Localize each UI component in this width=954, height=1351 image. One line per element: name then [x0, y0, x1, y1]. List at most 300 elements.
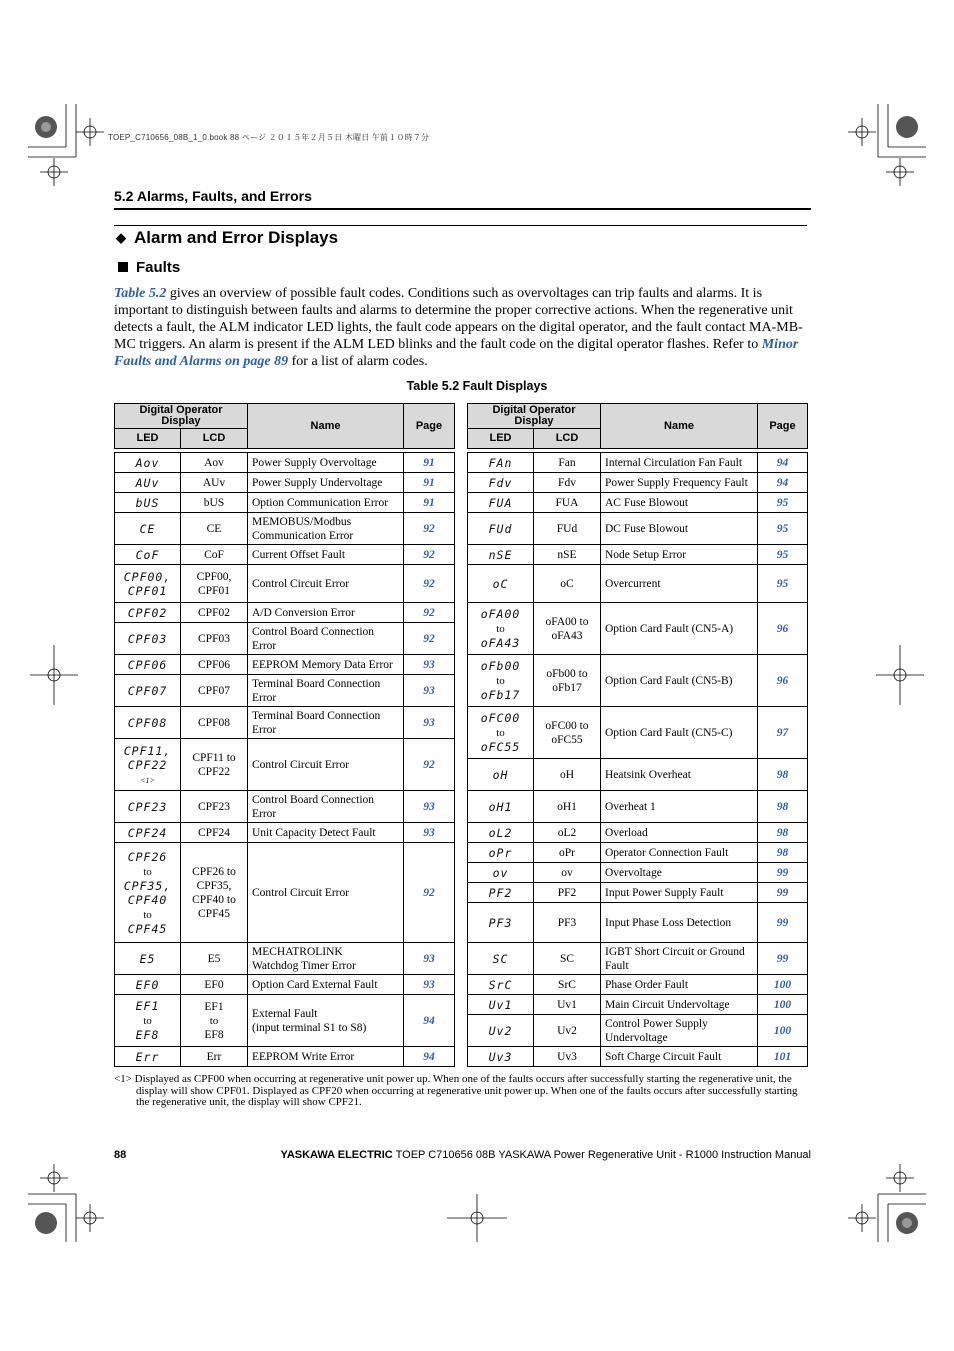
cell-text: Aov	[204, 456, 224, 469]
cell-text: nSE	[557, 548, 577, 561]
cell-text: Uv2	[557, 1024, 577, 1037]
cell-text: Option Card External Fault	[252, 978, 378, 991]
footnote	[114, 1074, 807, 1109]
led-cell	[468, 883, 534, 903]
lcd-cell	[181, 493, 248, 513]
cell-text: Uv3	[557, 1050, 577, 1063]
led-code-text: CPF24	[127, 825, 168, 840]
cell-text: FUA	[555, 496, 579, 509]
fault-name-cell	[248, 739, 404, 791]
fault-name-cell	[601, 975, 758, 995]
cell-text: PF3	[557, 916, 577, 929]
cell-text: Error	[252, 723, 277, 736]
table-row	[115, 739, 455, 791]
led-code-text: CPF40	[127, 892, 168, 907]
lcd-cell	[534, 995, 601, 1015]
page-link[interactable]: 98	[758, 791, 808, 823]
cell-text: CPF24	[198, 826, 230, 839]
cell-text: CoF	[204, 548, 224, 561]
page-link[interactable]: 93	[404, 943, 455, 975]
led-cell	[468, 513, 534, 545]
led-code-text: SrC	[488, 977, 513, 992]
table-row	[468, 975, 808, 995]
minor-faults-link[interactable]: Minor Faults and Alarms on page 89	[114, 337, 799, 369]
page-link[interactable]: 99	[758, 863, 808, 883]
page-link[interactable]: 92	[404, 545, 455, 565]
subheading	[118, 259, 180, 276]
lcd-cell	[534, 493, 601, 513]
fault-name-cell	[248, 473, 404, 493]
led-code-text: SC	[492, 951, 509, 966]
footnote-ref: <1>	[140, 775, 155, 785]
cell-text: CPF23	[198, 800, 230, 813]
name-header: Name	[248, 404, 404, 449]
led-code-text: CoF	[135, 547, 160, 562]
fault-name-cell	[601, 823, 758, 843]
page-link[interactable]: 93	[404, 975, 455, 995]
lcd-cell	[181, 791, 248, 823]
cell-text: Overload	[605, 826, 648, 839]
page-link[interactable]: 99	[758, 883, 808, 903]
page-link[interactable]: 99	[758, 903, 808, 943]
page-link[interactable]: 93	[404, 823, 455, 843]
led-code-text: CPF07	[127, 683, 168, 698]
page-link[interactable]: 92	[404, 623, 455, 655]
cell-text: ov	[561, 866, 573, 879]
cell-text: Current Offset Fault	[252, 548, 346, 561]
fault-name-cell	[601, 545, 758, 565]
cell-text: Fan	[558, 456, 576, 469]
table-row	[115, 473, 455, 493]
cell-text: Power Supply Undervoltage	[252, 476, 383, 489]
cell-text: MEMOBUS/Modbus	[252, 515, 352, 528]
lcd-cell	[534, 1015, 601, 1047]
led-cell	[115, 603, 181, 623]
led-code-text: CPF08	[127, 715, 168, 730]
cell-text: Operator Connection Fault	[605, 846, 729, 859]
led-code-text: CPF01	[127, 583, 168, 598]
cell-text: Input Power Supply Fault	[605, 886, 724, 899]
page-number: 88	[114, 1149, 127, 1161]
section-header: 5.2 Alarms, Faults, and Errors	[114, 188, 312, 204]
table-row	[468, 903, 808, 943]
cell-text: Terminal Board Connection	[252, 709, 381, 722]
table-row	[468, 473, 808, 493]
led-cell	[115, 565, 181, 603]
page-link[interactable]: 92	[404, 603, 455, 623]
cell-text: Power Supply Overvoltage	[252, 456, 377, 469]
cell-text: oFC55	[551, 733, 583, 746]
fault-name-cell	[601, 1015, 758, 1047]
page-link[interactable]: 100	[758, 1015, 808, 1047]
led-cell	[115, 707, 181, 739]
cell-text: CPF06	[198, 658, 230, 671]
led-code-text: oFb00	[480, 659, 521, 673]
cell-text: EF1	[204, 1000, 224, 1013]
fault-name-cell	[248, 995, 404, 1047]
led-cell	[115, 791, 181, 823]
page-link[interactable]: 98	[758, 823, 808, 843]
lcd-cell	[534, 565, 601, 603]
lcd-cell	[181, 943, 248, 975]
cell-text: Input Phase Loss Detection	[605, 916, 732, 929]
led-code-text: bUS	[135, 495, 160, 510]
fault-name-cell	[601, 863, 758, 883]
page-link[interactable]: 99	[758, 943, 808, 975]
fault-name-cell	[601, 453, 758, 473]
lcd-cell	[181, 603, 248, 623]
page-link[interactable]: 95	[758, 513, 808, 545]
table-link[interactable]: Table 5.2	[114, 286, 167, 301]
led-code-text: Err	[135, 1049, 160, 1064]
led-cell	[468, 473, 534, 493]
lcd-cell	[181, 623, 248, 655]
led-code-text: oFb17	[480, 688, 521, 702]
page-link[interactable]: 96	[758, 603, 808, 655]
table-row	[115, 1047, 455, 1067]
led-cell	[468, 545, 534, 565]
cell-text: Overvoltage	[605, 866, 662, 879]
cell-text: SrC	[558, 978, 576, 991]
page-link[interactable]: 93	[404, 791, 455, 823]
fault-name-cell	[248, 623, 404, 655]
lcd-header: LCD	[534, 429, 601, 449]
lcd-cell	[534, 943, 601, 975]
cell-text: Main Circuit Undervoltage	[605, 998, 730, 1011]
led-code-text: CPF23	[127, 799, 168, 814]
intro-paragraph	[114, 285, 811, 370]
cell-text: MECHATROLINK	[252, 945, 343, 958]
fault-name-cell	[248, 843, 404, 943]
cell-text: CPF45	[198, 907, 230, 920]
lcd-cell	[181, 565, 248, 603]
led-code-text: CPF45	[127, 921, 168, 936]
table-row	[468, 513, 808, 545]
cell-text: Control Power Supply	[605, 1017, 708, 1030]
range-word: to	[496, 623, 505, 635]
fault-name-cell	[601, 759, 758, 791]
cell-text: EEPROM Memory Data Error	[252, 658, 393, 671]
cell-text: oL2	[557, 826, 577, 839]
print-info-line: TOEP_C710656_08B_1_0.book 88 ページ ２０１５年２月５日 木曜日 午前１０時７分	[108, 133, 430, 142]
led-code-text: oFA00	[480, 607, 521, 621]
cell-text: oH	[559, 768, 575, 781]
page-link[interactable]: 93	[404, 675, 455, 707]
fault-name-cell	[601, 883, 758, 903]
lcd-cell	[181, 655, 248, 675]
table-row	[468, 791, 808, 823]
led-code-text: CPF35,	[123, 878, 172, 893]
cell-text: CPF22	[198, 765, 230, 778]
table-row	[115, 623, 455, 655]
lcd-cell	[534, 603, 601, 655]
cell-text: CPF07	[198, 684, 230, 697]
page-header: Page	[404, 404, 455, 449]
cell-text: Heatsink Overheat	[605, 768, 691, 781]
cell-text: Terminal Board Connection	[252, 677, 381, 690]
fault-name-cell	[601, 903, 758, 943]
led-cell	[468, 759, 534, 791]
lcd-cell	[181, 675, 248, 707]
cell-text: AUv	[202, 476, 226, 489]
name-header: Name	[601, 404, 758, 449]
cell-text: Watchdog Timer Error	[252, 959, 356, 972]
page-header: Page	[758, 404, 808, 449]
cell-text: CPF01	[198, 584, 230, 597]
table-row	[115, 995, 455, 1047]
lcd-cell	[534, 473, 601, 493]
fault-table-right	[467, 403, 808, 1067]
led-code-text: oL2	[488, 825, 513, 840]
cell-text: Control Board Connection	[252, 625, 375, 638]
led-header: LED	[115, 429, 181, 449]
square-bullet-icon	[118, 262, 128, 272]
led-cell	[115, 1047, 181, 1067]
cell-text: CE	[206, 522, 222, 535]
led-cell	[115, 975, 181, 995]
display-header: Digital Operator Display	[468, 404, 601, 429]
table-row	[468, 823, 808, 843]
table-row	[468, 603, 808, 655]
page-link[interactable]: 92	[404, 739, 455, 791]
cell-text: Error	[252, 639, 277, 652]
led-cell	[115, 943, 181, 975]
led-code-text: EF8	[135, 1028, 160, 1042]
cell-text: Internal Circulation Fan Fault	[605, 456, 743, 469]
cell-text: Control Circuit Error	[252, 758, 350, 771]
fault-name-cell	[601, 473, 758, 493]
led-code-text: PF2	[488, 885, 513, 900]
lcd-cell	[534, 843, 601, 863]
table-row	[115, 513, 455, 545]
led-code-text: CPF06	[127, 657, 168, 672]
cell-text: Unit Capacity Detect Fault	[252, 826, 376, 839]
page-link[interactable]: 91	[404, 473, 455, 493]
cell-text: Fault	[605, 959, 629, 972]
page-link[interactable]: 94	[758, 453, 808, 473]
led-cell	[468, 995, 534, 1015]
led-code-text: PF3	[488, 915, 513, 930]
cell-text: EF0	[204, 978, 224, 991]
fault-name-cell	[601, 1047, 758, 1067]
cell-text: Overcurrent	[605, 577, 661, 590]
led-code-text: EF0	[135, 977, 160, 992]
cell-text: AC Fuse Blowout	[605, 496, 689, 509]
led-cell	[468, 843, 534, 863]
table-row	[468, 655, 808, 707]
lcd-cell	[181, 1047, 248, 1067]
lcd-cell	[181, 453, 248, 473]
led-header: LED	[468, 429, 534, 449]
cell-text: Control Board Connection	[252, 793, 375, 806]
cell-text: oFA00 to	[545, 615, 589, 628]
cell-text: CPF11 to	[192, 751, 236, 764]
table-row	[115, 453, 455, 473]
table-row	[468, 493, 808, 513]
page-link[interactable]: 93	[404, 655, 455, 675]
lcd-header: LCD	[181, 429, 248, 449]
page-link[interactable]: 100	[758, 995, 808, 1015]
fault-name-cell	[248, 655, 404, 675]
table-row	[468, 453, 808, 473]
led-code-text: AUv	[135, 475, 160, 490]
cell-text: Error	[252, 691, 277, 704]
page-link[interactable]: 93	[404, 707, 455, 739]
page-link[interactable]: 97	[758, 707, 808, 759]
lcd-cell	[534, 707, 601, 759]
page-link[interactable]: 91	[404, 453, 455, 473]
table-row	[115, 655, 455, 675]
fault-name-cell	[601, 655, 758, 707]
fault-name-cell	[601, 513, 758, 545]
fault-name-cell	[248, 943, 404, 975]
page-link[interactable]: 91	[404, 493, 455, 513]
lcd-cell	[534, 545, 601, 565]
cell-text: Overheat 1	[605, 800, 656, 813]
table-row	[468, 995, 808, 1015]
fault-name-cell	[248, 545, 404, 565]
fault-name-cell	[248, 453, 404, 473]
table-row	[468, 843, 808, 863]
lcd-cell	[534, 791, 601, 823]
table-row	[468, 565, 808, 603]
fault-name-cell	[601, 603, 758, 655]
cell-text: EF8	[204, 1028, 224, 1041]
lcd-cell	[534, 883, 601, 903]
led-code-text: FAn	[488, 455, 513, 470]
heading-rule	[114, 225, 807, 226]
cell-text: Communication Error	[252, 529, 354, 542]
lcd-cell	[181, 739, 248, 791]
cell-text: Error	[252, 807, 277, 820]
diamond-bullet-icon: ◆	[116, 230, 126, 245]
led-cell	[468, 863, 534, 883]
table-row	[115, 823, 455, 843]
cell-text: CPF40 to	[192, 893, 236, 906]
fault-name-cell	[248, 493, 404, 513]
page-link[interactable]: 95	[758, 565, 808, 603]
led-code-text: E5	[139, 951, 156, 966]
page-link[interactable]: 92	[404, 843, 455, 943]
table-row	[115, 675, 455, 707]
led-code-text: Uv2	[488, 1023, 513, 1038]
page-link[interactable]: 92	[404, 513, 455, 545]
fault-name-cell	[248, 707, 404, 739]
led-code-text: oPr	[488, 845, 513, 860]
cell-text: oFA43	[551, 629, 583, 642]
led-code-text: Fdv	[488, 475, 513, 490]
led-cell	[468, 565, 534, 603]
led-cell	[468, 975, 534, 995]
page-link[interactable]: 95	[758, 545, 808, 565]
range-word: to	[143, 1015, 152, 1027]
fault-name-cell	[248, 565, 404, 603]
heading-text: Alarm and Error Displays	[134, 228, 339, 247]
cell-text: Option Communication Error	[252, 496, 389, 509]
table-row	[115, 707, 455, 739]
led-cell	[115, 655, 181, 675]
led-code-text: oH1	[488, 799, 513, 814]
page-link[interactable]: 94	[404, 1047, 455, 1067]
page-link[interactable]: 92	[404, 565, 455, 603]
cell-text: oC	[560, 577, 574, 590]
fault-name-cell	[248, 975, 404, 995]
led-code-text: oC	[492, 576, 509, 591]
led-code-text: CPF26	[127, 849, 168, 864]
cell-text: oFb17	[552, 681, 582, 694]
cell-text: A/D Conversion Error	[252, 606, 355, 619]
led-code-text: oH	[492, 767, 509, 782]
page-link[interactable]: 101	[758, 1047, 808, 1067]
fault-name-cell	[248, 513, 404, 545]
table-row	[115, 943, 455, 975]
lcd-cell	[534, 863, 601, 883]
page-link[interactable]: 96	[758, 655, 808, 707]
cell-text: oFC00 to	[545, 719, 589, 732]
page-link[interactable]: 98	[758, 843, 808, 863]
range-word: to	[496, 727, 505, 739]
cell-text: DC Fuse Blowout	[605, 522, 689, 535]
page-link[interactable]: 98	[758, 759, 808, 791]
page-link[interactable]: 94	[758, 473, 808, 493]
fault-name-cell	[601, 843, 758, 863]
lcd-cell	[534, 823, 601, 843]
table-row	[468, 1015, 808, 1047]
lcd-cell	[181, 823, 248, 843]
lcd-cell	[534, 975, 601, 995]
lcd-cell	[534, 655, 601, 707]
page-link[interactable]: 94	[404, 995, 455, 1047]
led-code-text: CPF22	[127, 757, 168, 772]
page-link[interactable]: 100	[758, 975, 808, 995]
led-code-text: oFC00	[480, 711, 521, 725]
led-code-text: FUA	[488, 495, 513, 510]
led-cell	[468, 791, 534, 823]
table-row	[115, 843, 455, 943]
display-header: Digital Operator Display	[115, 404, 248, 429]
table-row	[115, 565, 455, 603]
cell-text: Soft Charge Circuit Fault	[605, 1050, 722, 1063]
fault-name-cell	[601, 707, 758, 759]
led-cell	[115, 493, 181, 513]
fault-name-cell	[601, 995, 758, 1015]
table-row	[468, 863, 808, 883]
lcd-cell	[181, 707, 248, 739]
footnote-text: Displayed as CPF00 when occurring at regenerative unit power up. When one of the faults occurs after successfully starting the regenerative unit, the display will show CPF01. Displayed as CPF20 when occurring at regenerative unit power up. When one of the faults occurs after successfully starting the regenerative unit, the display will show CPF21.	[134, 1073, 798, 1108]
cell-text: Option Card Fault (CN5-B)	[605, 674, 733, 687]
page-link[interactable]: 95	[758, 493, 808, 513]
table-row	[468, 943, 808, 975]
fault-name-cell	[601, 943, 758, 975]
cell-text: Power Supply Frequency Fault	[605, 476, 748, 489]
cell-text: EEPROM Write Error	[252, 1050, 355, 1063]
led-cell	[468, 453, 534, 473]
led-code-text: CPF03	[127, 631, 168, 646]
led-code-text: Uv1	[488, 997, 513, 1012]
led-cell	[115, 623, 181, 655]
cell-text: Err	[206, 1050, 222, 1063]
footnote-mark: <1>	[114, 1073, 132, 1085]
led-cell	[468, 493, 534, 513]
cell-text: IGBT Short Circuit or Ground	[605, 945, 745, 958]
cell-text: bUS	[203, 496, 225, 509]
led-cell	[468, 1015, 534, 1047]
range-word: to	[496, 675, 505, 687]
footer-doc: TOEP C710656 08B YASKAWA Power Regenerative Unit - R1000 Instruction Manual	[392, 1149, 811, 1161]
table-row	[468, 1047, 808, 1067]
lcd-cell	[534, 453, 601, 473]
heading	[116, 228, 338, 248]
